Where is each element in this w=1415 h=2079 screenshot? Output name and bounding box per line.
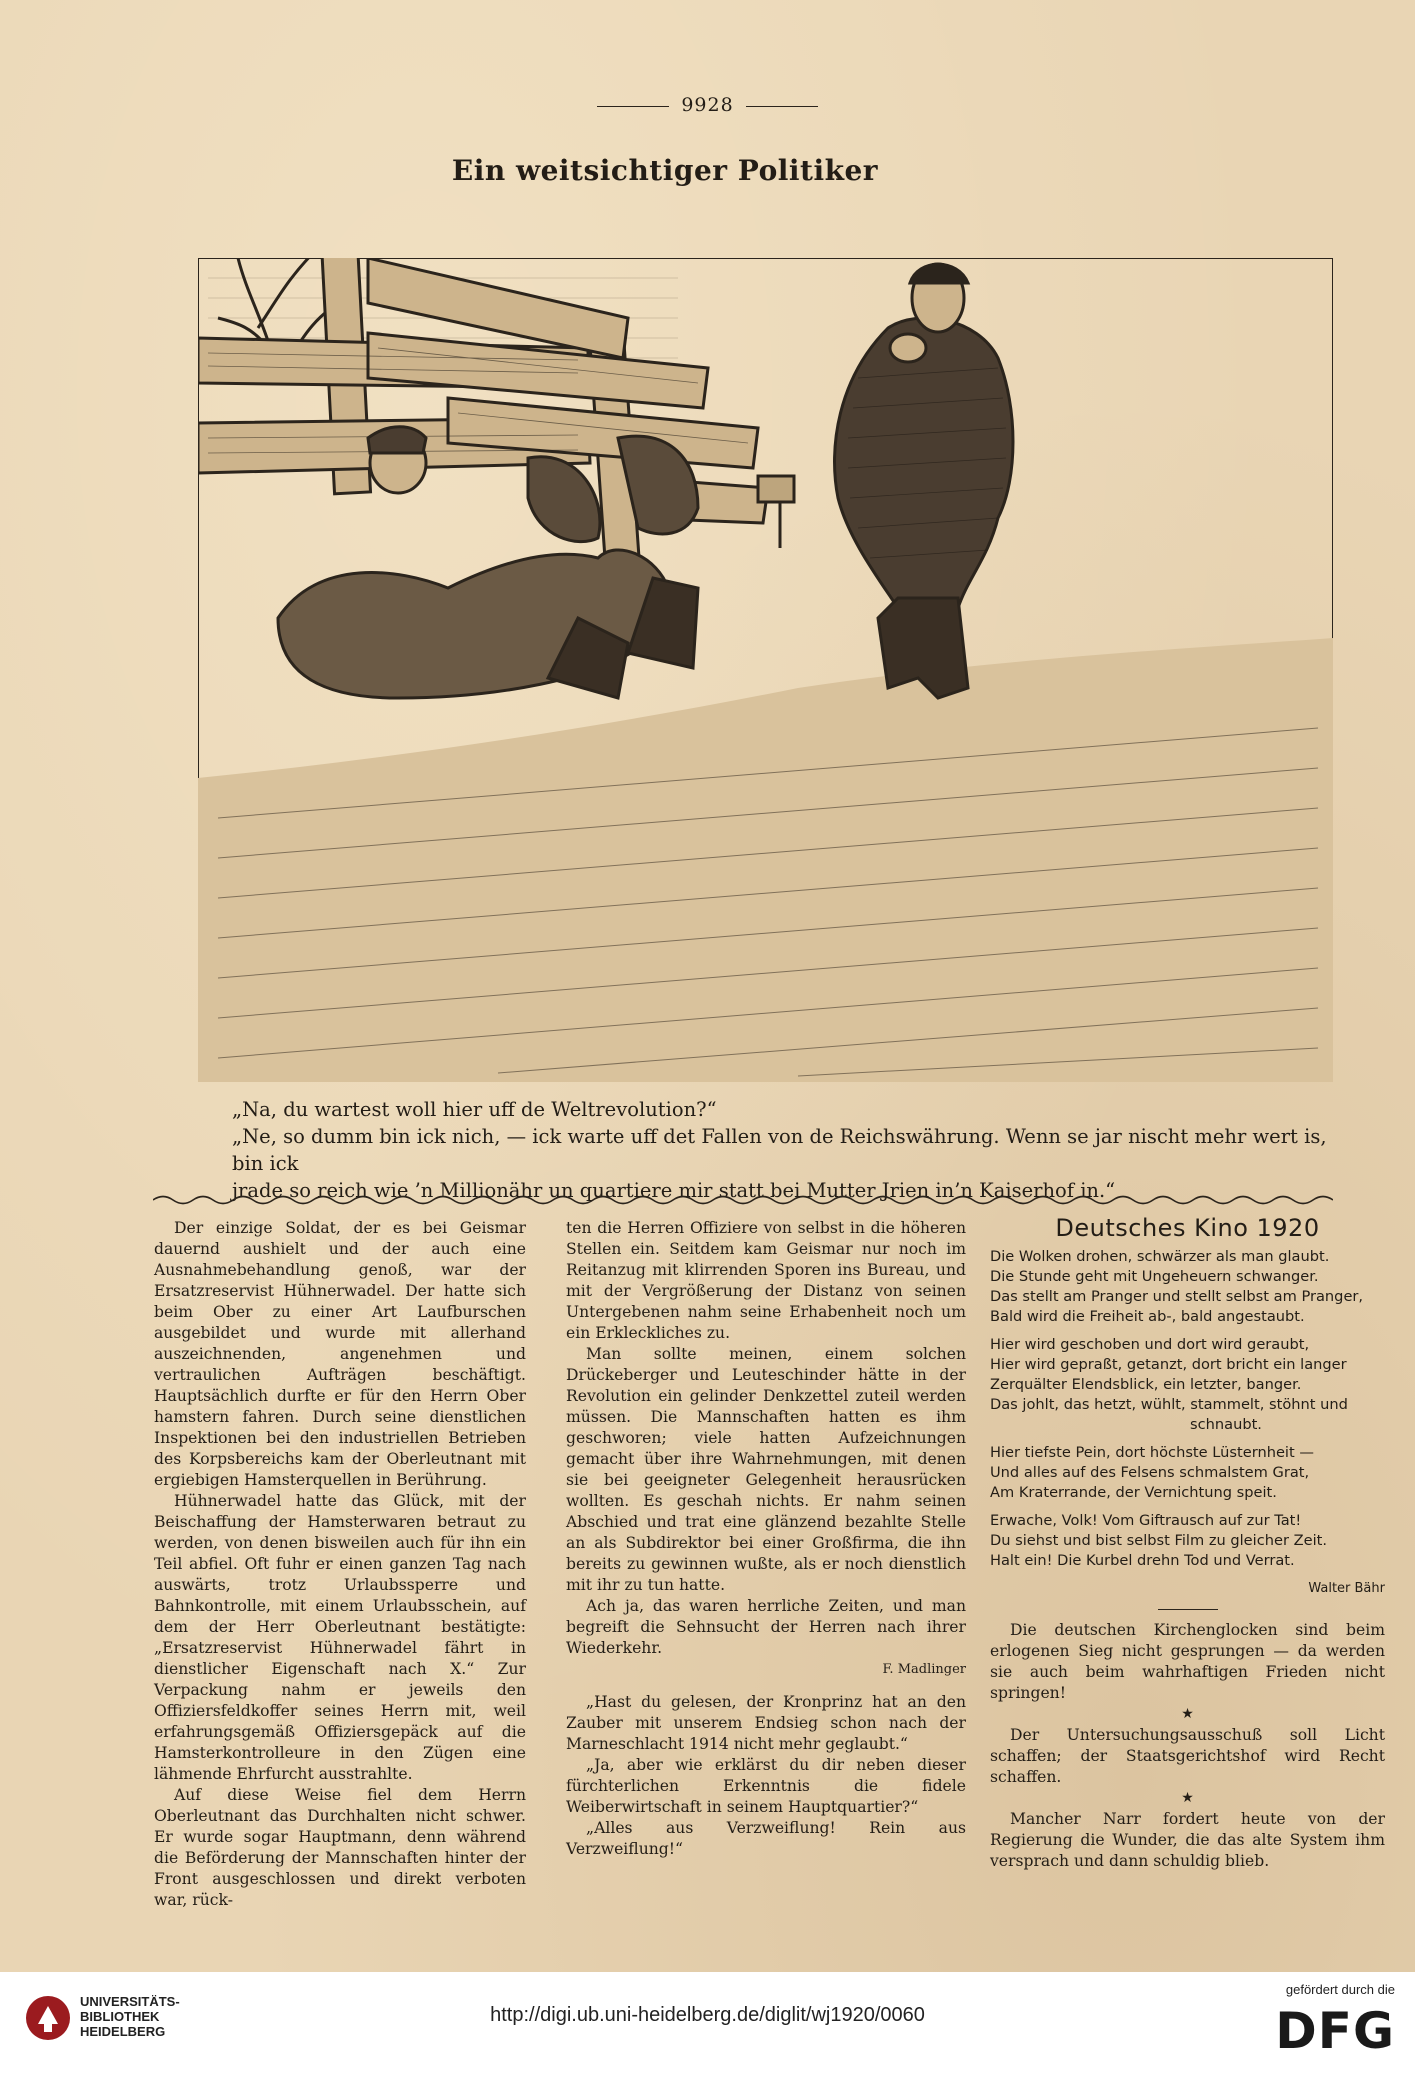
col2-paragraph-3: Ach ja, das waren herrliche Zeiten, und man begreift die Sehnsucht der Herren nach ihrer Wiederkehr. (566, 1597, 966, 1657)
poem-line: Hier tiefste Pein, dort höchste Lüsternheit — (990, 1444, 1314, 1461)
poem-stanza-4 (990, 1511, 1385, 1571)
source-url-link[interactable]: http://digi.ub.uni-heidelberg.de/diglit/wj1920/0060 (490, 2004, 925, 2026)
dialogue-line-1: „Hast du gelesen, der Kronprinz hat an den Zauber mit unserem Endsieg schon nach der Marneschlacht 1914 nicht mehr geglaubt.“ (566, 1693, 966, 1753)
poem (990, 1247, 1385, 1599)
poem-line: Das johlt, das hetzt, wühlt, stammelt, stöhnt und (990, 1396, 1348, 1413)
poem-line: Am Kraterrande, der Vernichtung speit. (990, 1484, 1277, 1501)
note-3: Mancher Narr fordert heute von der Regierung die Wunder, die das alte System ihm versprach und dann schuldig blieb. (990, 1810, 1385, 1870)
caption-line-2: „Ne, so dumm bin ick nich, — ick warte uff det Fallen von de Reichswährung. Wenn se jar nischt mehr wert is, bin ick (232, 1125, 1327, 1175)
poem-line: Hier wird gepraßt, getanzt, dort bricht ein langer (990, 1356, 1347, 1373)
poem-stanza-1 (990, 1247, 1385, 1327)
poem-line: Zerquälter Elendsblick, ein letzter, banger. (990, 1376, 1302, 1393)
cartoon-illustration (198, 258, 1333, 1082)
column-3 (990, 1214, 1385, 1872)
dfg-logo: DFG (1275, 2002, 1395, 2060)
cartoon-caption (232, 1096, 1342, 1204)
col2-signature: F. Madlinger (882, 1662, 966, 1677)
institution-line-2: BIBLIOTHEK (80, 2009, 160, 2024)
poem-line: Du siehst und bist selbst Film zu gleicher Zeit. (990, 1532, 1328, 1549)
ground (198, 638, 1333, 1082)
poem-line: Erwache, Volk! Vom Giftrausch auf zur Tat! (990, 1512, 1302, 1529)
poem-line: Hier wird geschoben und dort wird geraubt, (990, 1336, 1310, 1353)
poem-stanza-2 (990, 1335, 1385, 1435)
section-rule (1158, 1609, 1218, 1610)
poem-line: Bald wird die Freiheit ab-, bald angestaubt. (990, 1308, 1305, 1325)
wavy-divider (153, 1193, 1333, 1207)
institution-line-1: UNIVERSITÄTS- (80, 1994, 180, 2009)
dialogue-line-2: „Ja, aber wie erklärst du dir neben dieser fürchterlichen Erkenntnis die fidele Weiberwirtschaft in seinem Hauptquartier?“ (566, 1756, 966, 1816)
funding-note: gefördert durch die (1285, 1982, 1395, 1997)
poem-line: Das stellt am Pranger und stellt selbst am Pranger, (990, 1288, 1364, 1305)
star-separator: ★ (1181, 1790, 1194, 1806)
poem-line: Die Stunde geht mit Ungeheuern schwanger. (990, 1268, 1319, 1285)
cartoon-title: Ein weitsichtiger Politiker (451, 154, 879, 187)
caption-line-3: jrade so reich wie ’n Millionähr un quartiere mir statt bei Mutter Jrien in’n Kaiserhof in.“ (232, 1179, 1116, 1202)
poem-title: Deutsches Kino 1920 (1055, 1214, 1320, 1242)
poem-line: Die Wolken drohen, schwärzer als man glaubt. (990, 1248, 1330, 1265)
poem-line: Halt ein! Die Kurbel drehn Tod und Verrat. (990, 1552, 1295, 1569)
caption-line-1: „Na, du wartest woll hier uff de Weltrevolution?“ (232, 1098, 717, 1121)
page-number-header (0, 94, 1415, 116)
col2-paragraph-2: Man sollte meinen, einem solchen Drückeberger und Leuteschinder hätte in der Revolution ein gelinder Denkzettel zuteil werden müssen. Die Mannschaften hatten es ihm geschworen; viele hatten Aufzeichnungen gemacht über ihre Wahrnehmungen, mit denen sie bei geeigneter Gelegenheit herausrücken wollten. Es geschah nichts. Er nahm seinen Abschied und trat eine glänzend bezahlte Stelle an als Subdirektor bei einer Großfirma, die ihn bereits zu gewinnen wußte, als er noch dienstlich mit ihr zu tun hatte. (566, 1345, 966, 1594)
col2-paragraph-1: ten die Herren Offiziere von selbst in die höheren Stellen ein. Seitdem kam Geismar nur noch im Reitanzug mit klirrenden Sporen ins Bureau, und mit der Vergrößerung der Distanz von seinen Untergebenen nahm seine Erhabenheit noch um ein Erkleckliches zu. (566, 1219, 966, 1342)
standing-man (835, 264, 1013, 698)
dialogue-line-3: „Alles aus Verzweiflung! Rein aus Verzweiflung!“ (566, 1819, 966, 1858)
poem-line: Und alles auf des Felsens schmalstem Grat, (990, 1464, 1310, 1481)
note-2: Der Untersuchungsausschuß soll Licht schaffen; der Staatsgerichtshof wird Recht schaffen. (990, 1726, 1385, 1786)
poem-stanza-3 (990, 1443, 1385, 1503)
col1-paragraph-2: Hühnerwadel hatte das Glück, mit der Beischaffung der Hamsterwaren betraut zu werden, von denen bisweilen auch für ihn ein Teil abfiel. Oft fuhr er einen ganzen Tag nach auswärts, trotz Urlaubssperre und Bahnkontrolle, mit einem Urlaubsschein, auf dem der Herr Oberleutnant bestätigte: „Ersatzreservist Hühnerwadel fährt in dienstlicher Eigenschaft nach X.“ Zur Verpackung nahm er jeweils den Offiziersfeldkoffer seines Herrn mit, weil erfahrungsgemäß Offiziersgepäck auf die Hamsterkontrolleure in den Zügen eine lähmende Ehrfurcht ausstrahlte. (154, 1492, 526, 1783)
col1-paragraph-1: Der einzige Soldat, der es bei Geismar dauernd aushielt und der auch eine Ausnahmebehandlung genoß, war der Ersatzreservist Hühnerwadel. Der hatte sich beim Ober zu einer Art Laufburschen ausgebildet und wurde mit allerhand auszeichnenden, angenehmen und vertraulichen Aufträgen beschäftigt. Hauptsächlich durfte er für den Herrn Ober hamstern fahren. Durch seine dienstlichen Inspektionen bei den industriellen Betrieben des Korpsbereichs kam der Oberleutnant mit ergiebigen Hamsterquellen in Berührung. (154, 1219, 526, 1489)
column-1 (154, 1218, 526, 1911)
poem-signature: Walter Bähr (1308, 1581, 1385, 1596)
poem-line: schnaubt. (1190, 1416, 1262, 1433)
ornament-right (746, 106, 818, 107)
ornament-left (597, 106, 669, 107)
star-separator: ★ (1181, 1706, 1194, 1722)
footer-bar (0, 1972, 1415, 2079)
institution-line-3: HEIDELBERG (80, 2024, 166, 2039)
col1-paragraph-3: Auf diese Weise fiel dem Herrn Oberleutnant das Durchhalten nicht schwer. Er wurde sogar Hauptmann, denn während die Beförderung der Mannschaften hinter der Front ausgeschlossen und direkt verboten war, rück- (154, 1786, 526, 1909)
column-2 (566, 1218, 966, 1860)
page-number: 9928 (681, 94, 734, 116)
wooden-fence (198, 258, 768, 579)
note-1: Die deutschen Kirchenglocken sind beim erlogenen Sieg nicht gesprungen — da werden sie auch beim wahrhaftigen Frieden nicht springen! (990, 1621, 1385, 1702)
